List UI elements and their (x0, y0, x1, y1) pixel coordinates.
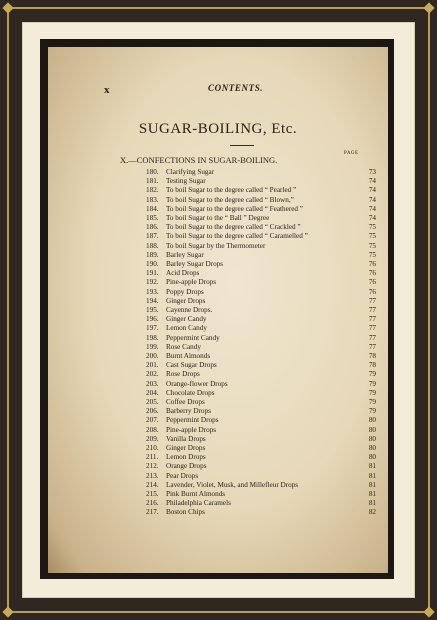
entry-number: 211. (146, 453, 159, 462)
list-item (48, 205, 388, 214)
entry-page: 74 (368, 195, 376, 204)
entry-page: 81 (368, 490, 376, 498)
entry-number: 209. (146, 434, 159, 443)
list-item (48, 186, 388, 195)
entry-page: 77 (368, 296, 376, 305)
entry-number: 200. (146, 352, 159, 360)
entry-page: 81 (368, 462, 376, 471)
list-item (48, 416, 388, 425)
list-item (48, 453, 388, 462)
entry-page: 79 (368, 407, 376, 416)
entry-number: 194. (146, 296, 159, 305)
entry-number: 186. (146, 223, 159, 232)
entry-number: 207. (146, 416, 159, 425)
list-item (48, 251, 388, 260)
entry-page: 80 (368, 444, 376, 452)
entry-page: 79 (368, 398, 376, 406)
entry-number: 213. (146, 471, 159, 480)
title-rule (230, 145, 254, 146)
entry-title: Rose Drops (166, 370, 200, 379)
entry-page: 74 (368, 204, 376, 213)
entry-title: Orange Drops (166, 462, 207, 471)
entry-title: Rose Candy (166, 342, 201, 351)
entry-number: 203. (146, 379, 159, 388)
list-item (48, 288, 388, 297)
entry-title: Peppermint Drops (166, 416, 219, 425)
entry-number: 190. (146, 260, 159, 268)
entry-title: Vanilla Drops (166, 434, 206, 443)
entry-number: 202. (146, 370, 159, 379)
entry-title: Cayenne Drops. (166, 306, 213, 314)
entry-title: Ginger Candy (166, 315, 207, 324)
entry-number: 206. (146, 407, 159, 416)
entry-number: 187. (146, 232, 159, 241)
entry-page: 77 (368, 306, 376, 314)
list-item (48, 214, 388, 223)
list-item (48, 407, 388, 416)
entry-title: Ginger Drops (166, 444, 206, 452)
entry-page: 80 (368, 434, 376, 443)
list-item (48, 481, 388, 490)
list-item (48, 306, 388, 315)
entry-number: 182. (146, 186, 159, 195)
list-item (48, 499, 388, 508)
entry-page: 77 (368, 324, 376, 333)
entry-title: Lemon Drops (166, 453, 206, 462)
entry-title: Lavender, Violet, Musk, and Millefleur Drops (166, 480, 299, 489)
entry-page: 81 (368, 499, 376, 508)
entry-title: To boil Sugar to the degree called “ Caramelled ” (166, 232, 308, 241)
entry-title: Clarifying Sugar (166, 168, 215, 176)
entry-number: 205. (146, 398, 159, 406)
entry-title: Barley Sugar Drops (166, 260, 224, 268)
entry-number: 188. (146, 241, 159, 250)
list-item (48, 168, 388, 177)
entry-number: 199. (146, 342, 159, 351)
entry-page: 74 (368, 214, 376, 222)
entry-page: 75 (368, 250, 376, 259)
entry-page: 82 (368, 508, 376, 517)
entry-page: 77 (368, 333, 376, 342)
entry-number: 215. (146, 490, 159, 498)
entry-page: 79 (368, 370, 376, 379)
list-item (48, 232, 388, 241)
list-item (48, 315, 388, 324)
entry-number: 204. (146, 388, 159, 397)
entry-title: Barberry Drops (166, 407, 211, 416)
book-page (48, 47, 388, 573)
entry-title: Boston Chips (166, 508, 205, 517)
section-heading: X.—CONFECTIONS IN SUGAR-BOILING. (120, 155, 278, 165)
entry-page: 80 (368, 416, 376, 425)
entry-number: 184. (146, 204, 159, 213)
entry-number: 208. (146, 425, 159, 434)
entry-title: Testing Sugar (166, 177, 206, 186)
list-item (48, 177, 388, 186)
entry-number: 210. (146, 444, 159, 452)
entry-title: Coffee Drops (166, 398, 205, 406)
entry-page: 74 (368, 177, 376, 186)
entry-title: To boil Sugar to the degree called “ Blown,” (166, 195, 294, 204)
entry-number: 191. (146, 269, 159, 278)
entry-number: 216. (146, 499, 159, 508)
list-item (48, 297, 388, 306)
entry-number: 195. (146, 306, 159, 314)
entry-page: 78 (368, 352, 376, 360)
entry-title: Chocolate Drops (166, 388, 215, 397)
entry-title: Pear Drops (166, 471, 199, 480)
entry-page: 75 (368, 223, 376, 232)
entry-page: 76 (368, 260, 376, 268)
entry-title: Orange-flower Drops (166, 379, 228, 388)
entry-title: Ginger Drops (166, 296, 206, 305)
entry-number: 192. (146, 278, 159, 287)
entry-page: 77 (368, 315, 376, 324)
entry-number: 181. (146, 177, 159, 186)
page-title: SUGAR-BOILING, Etc. (138, 121, 298, 137)
entry-number: 197. (146, 324, 159, 333)
entry-number: 189. (146, 250, 159, 259)
entry-page: 79 (368, 388, 376, 397)
entry-number: 214. (146, 480, 159, 489)
entry-number: 198. (146, 333, 159, 342)
entry-page: 76 (368, 287, 376, 296)
list-item (48, 370, 388, 379)
entry-page: 80 (368, 453, 376, 462)
entry-title: Cast Sugar Drops (166, 361, 217, 370)
running-head: CONTENTS. (208, 83, 264, 93)
entry-title: Pine-apple Drops (166, 425, 217, 434)
list-item (48, 380, 388, 389)
list-item (48, 490, 388, 499)
entry-title: To boil Sugar to the degree called “ Crackled ” (166, 223, 301, 232)
list-item (48, 269, 388, 278)
entry-number: 212. (146, 462, 159, 471)
list-item (48, 242, 388, 251)
entry-title: Acid Drops (166, 269, 200, 278)
list-item (48, 435, 388, 444)
entry-title: To boil Sugar to the “ Ball ” Degree (166, 214, 270, 222)
list-item (48, 278, 388, 287)
list-item (48, 196, 388, 205)
entry-page: 73 (368, 168, 376, 176)
entry-number: 201. (146, 361, 159, 370)
entry-title: Philadelphia Caramels (166, 499, 231, 508)
entry-title: Burnt Almonds (166, 352, 211, 360)
list-item (48, 223, 388, 232)
list-item (48, 352, 388, 361)
entry-title: To boil Sugar to the degree called “ Pearled ” (166, 186, 297, 195)
entry-title: Barley Sugar (166, 250, 204, 259)
list-item (48, 472, 388, 481)
entry-page: 81 (368, 471, 376, 480)
entry-title: Pine-apple Drops (166, 278, 217, 287)
entry-title: Lemon Candy (166, 324, 207, 333)
entry-title: To boil Sugar to the degree called “ Feathered ” (166, 204, 304, 213)
entry-number: 185. (146, 214, 159, 222)
entry-page: 76 (368, 278, 376, 287)
entry-title: Poppy Drops (166, 287, 204, 296)
entry-number: 183. (146, 195, 159, 204)
entry-number: 180. (146, 168, 159, 176)
list-item (48, 343, 388, 352)
entry-number: 193. (146, 287, 159, 296)
list-item (48, 324, 388, 333)
list-item (48, 508, 388, 517)
entry-page: 74 (368, 186, 376, 195)
entry-page: 81 (368, 480, 376, 489)
entry-page: 79 (368, 379, 376, 388)
entry-title: To boil Sugar by the Thermometer (166, 241, 266, 250)
list-item (48, 334, 388, 343)
page-number: x (104, 84, 110, 96)
entry-page: 75 (368, 232, 376, 241)
list-item (48, 398, 388, 407)
entry-page: 80 (368, 425, 376, 434)
entry-number: 217. (146, 508, 159, 517)
list-item (48, 444, 388, 453)
entry-number: 196. (146, 315, 159, 324)
entry-title: Peppermint Candy (166, 333, 220, 342)
list-item (48, 389, 388, 398)
list-item (48, 361, 388, 370)
entry-page: 77 (368, 342, 376, 351)
entry-title: Pink Burnt Almonds (166, 490, 226, 498)
list-item (48, 462, 388, 471)
page-column-label: PAGE (344, 151, 359, 156)
entry-page: 78 (368, 361, 376, 370)
entry-page: 76 (368, 269, 376, 278)
list-item (48, 426, 388, 435)
entry-page: 75 (368, 241, 376, 250)
list-item (48, 260, 388, 269)
